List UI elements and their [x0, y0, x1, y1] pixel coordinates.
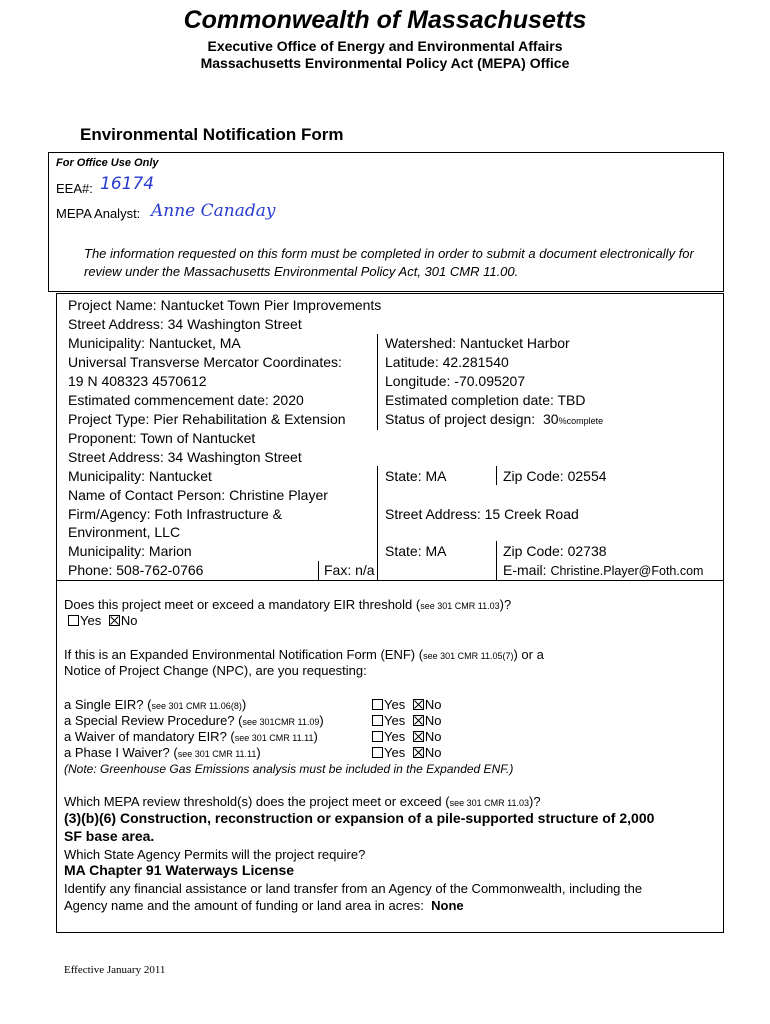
eir-no-checkbox[interactable] [109, 615, 120, 626]
enf-question-cont: Notice of Project Change (NPC), are you requesting: [64, 663, 367, 678]
grid-divider [56, 580, 724, 581]
document-title: Commonwealth of Massachusetts [183, 6, 587, 34]
eir-yes-label: Yes [80, 613, 102, 628]
project-type-field[interactable]: Project Type: Pier Rehabilitation & Extension [68, 411, 346, 427]
fax-field[interactable]: Fax: n/a [324, 562, 375, 578]
grid-divider [496, 466, 497, 485]
watershed-field[interactable]: Watershed: Nantucket Harbor [385, 335, 570, 351]
eir-yes-checkbox[interactable] [68, 615, 79, 626]
phone-field[interactable]: Phone: 508-762-0766 [68, 562, 204, 578]
office-name: Massachusetts Environmental Policy Act (MEPA) Office [200, 55, 570, 71]
instructions-text: The information requested on this form must be completed in order to submit a document electronically for review under the Massachusetts Environmental Policy Act, 301 CMR 11.00. [84, 246, 694, 279]
footer-effective-date: Effective January 2011 [64, 964, 166, 976]
request-waiver-eir-options: Yes No [372, 728, 441, 745]
firm-municipality-field[interactable]: Municipality: Marion [68, 543, 192, 559]
request-phase-waiver-options: Yes No [372, 744, 441, 761]
project-name-field[interactable]: Project Name: Nantucket Town Pier Improvements [68, 297, 382, 313]
phase-waiver-yes-checkbox[interactable] [372, 747, 383, 758]
single-eir-no-checkbox[interactable] [413, 699, 424, 710]
request-special-review: a Special Review Procedure? (see 301CMR 11.09) [64, 713, 324, 728]
design-status [385, 410, 603, 430]
special-review-yes-checkbox[interactable] [372, 715, 383, 726]
firm-street-field[interactable]: Street Address: 15 Creek Road [385, 506, 579, 522]
design-status-label: Status of project design: [385, 411, 536, 427]
mepa-analyst-field[interactable]: Anne Canaday [151, 201, 276, 221]
agency-name: Executive Office of Energy and Environmental Affairs [207, 38, 563, 54]
request-phase-waiver: a Phase I Waiver? (see 301 CMR 11.11) [64, 745, 261, 760]
commencement-date-field[interactable]: Estimated commencement date: 2020 [68, 392, 304, 408]
email-field[interactable] [503, 561, 703, 580]
threshold-question: Which MEPA review threshold(s) does the project meet or exceed (see 301 CMR 11.03)? [64, 794, 541, 809]
latitude-field[interactable]: Latitude: 42.281540 [385, 354, 509, 370]
request-single-eir-options: Yes No [372, 696, 441, 713]
request-special-review-options: Yes No [372, 712, 441, 729]
contact-person-field[interactable]: Name of Contact Person: Christine Player [68, 487, 328, 503]
financial-answer[interactable]: None [431, 898, 464, 913]
permits-question: Which State Agency Permits will the project require? [64, 847, 366, 862]
project-street-field[interactable]: Street Address: 34 Washington Street [68, 316, 302, 332]
waiver-eir-no-checkbox[interactable] [413, 731, 424, 742]
request-waiver-eir: a Waiver of mandatory EIR? (see 301 CMR 11.11) [64, 729, 318, 744]
waiver-eir-yes-checkbox[interactable] [372, 731, 383, 742]
single-eir-yes-checkbox[interactable] [372, 699, 383, 710]
utm-field[interactable]: 19 N 408323 4570612 [68, 373, 207, 389]
firm-agency-field[interactable]: Firm/Agency: Foth Infrastructure & [68, 506, 282, 522]
threshold-answer[interactable]: (3)(b)(6) Construction, reconstruction or expansion of a pile-supported structure of 2,000 [64, 810, 655, 826]
eea-number-label: EEA#: [56, 181, 93, 196]
phase-waiver-no-checkbox[interactable] [413, 747, 424, 758]
grid-divider [496, 541, 497, 580]
email-label: E-mail: [503, 562, 551, 578]
financial-question-cont: Agency name and the amount of funding or land area in acres: None [64, 898, 464, 913]
firm-agency-field-cont: Environment, LLC [68, 524, 181, 540]
ghg-note: (Note: Greenhouse Gas Emissions analysis must be included in the Expanded ENF.) [64, 762, 514, 776]
request-single-eir: a Single EIR? (see 301 CMR 11.06(8)) [64, 697, 247, 712]
completion-date-field[interactable]: Estimated completion date: TBD [385, 392, 586, 408]
office-use-label: For Office Use Only [56, 157, 159, 169]
longitude-field[interactable]: Longitude: -70.095207 [385, 373, 526, 389]
eir-threshold-question: Does this project meet or exceed a mandatory EIR threshold (see 301 CMR 11.03)? [64, 597, 512, 612]
design-status-field[interactable]: 30 [542, 411, 559, 427]
design-status-unit: %complete [558, 416, 604, 426]
email-value: Christine.Player@Foth.com [550, 564, 704, 578]
form-title: Environmental Notification Form [80, 125, 344, 144]
grid-divider [377, 334, 378, 430]
project-municipality-field[interactable]: Municipality: Nantucket, MA [68, 335, 241, 351]
firm-state-field[interactable]: State: MA [385, 543, 447, 559]
grid-divider [318, 561, 319, 580]
permits-answer[interactable]: MA Chapter 91 Waterways License [64, 862, 295, 878]
special-review-no-checkbox[interactable] [413, 715, 424, 726]
financial-question: Identify any financial assistance or land transfer from an Agency of the Commonwealth, including the [64, 881, 643, 896]
eir-no-label: No [120, 613, 138, 628]
threshold-answer-cont: SF base area. [64, 828, 155, 844]
utm-label: Universal Transverse Mercator Coordinates: [68, 354, 342, 370]
eir-threshold-options [68, 612, 137, 629]
proponent-field[interactable]: Proponent: Town of Nantucket [68, 430, 256, 446]
grid-divider [377, 466, 378, 580]
proponent-state-field[interactable]: State: MA [385, 468, 447, 484]
enf-question: If this is an Expanded Environmental Notification Form (ENF) (see 301 CMR 11.05(7)) or a [64, 647, 544, 662]
proponent-municipality-field[interactable]: Municipality: Nantucket [68, 468, 212, 484]
eea-number-field[interactable]: 16174 [100, 174, 155, 194]
proponent-zip-field[interactable]: Zip Code: 02554 [503, 468, 607, 484]
mepa-analyst-label: MEPA Analyst: [56, 206, 141, 221]
firm-zip-field[interactable]: Zip Code: 02738 [503, 543, 607, 559]
proponent-street-field[interactable]: Street Address: 34 Washington Street [68, 449, 302, 465]
